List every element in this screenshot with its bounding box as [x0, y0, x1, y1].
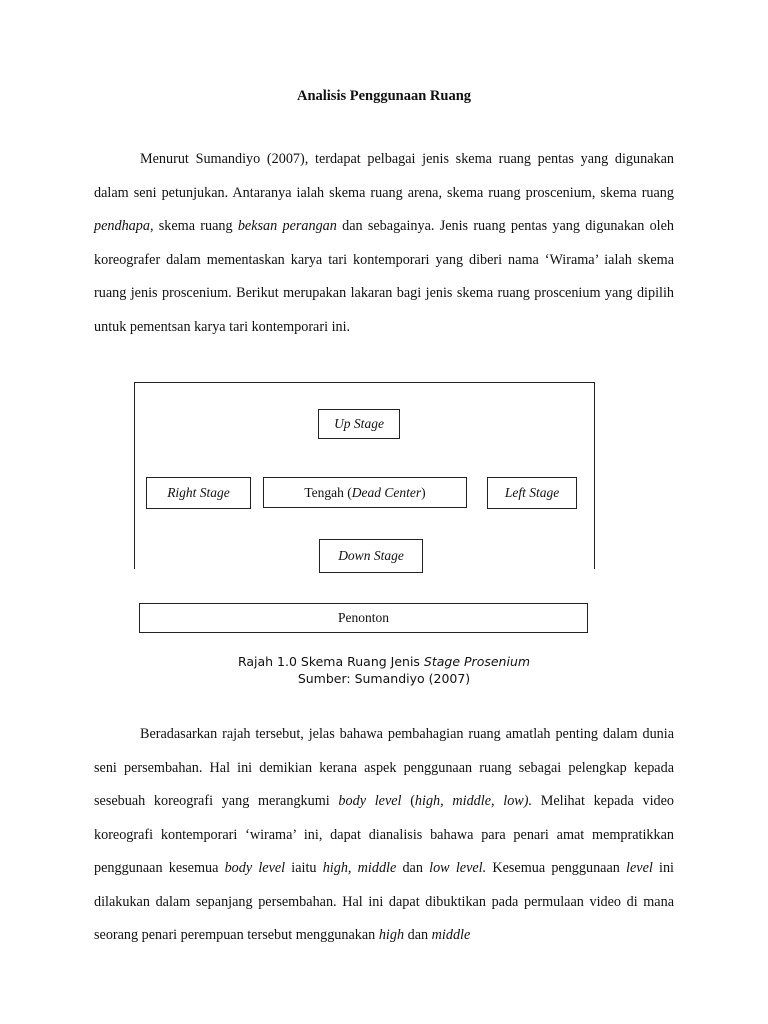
- audience-box: Penonton: [139, 603, 588, 633]
- italic-term: high, middle: [322, 860, 397, 876]
- up-stage-box: Up Stage: [318, 409, 400, 439]
- center-prefix: Tengah (: [304, 484, 352, 500]
- stage-frame: [134, 382, 595, 569]
- center-stage-box: [263, 477, 467, 508]
- text-run: Kesemua penggunaan: [486, 860, 627, 876]
- text-run: iaitu: [285, 860, 323, 876]
- paragraph-intro: [94, 143, 674, 344]
- text-run: Melihat kepada video koreografi kontemporari ‘wirama’ ini, dapat dianalisis bahawa para penari amat mempratikkan penggunaan kesemua: [94, 793, 674, 876]
- italic-term: high: [378, 927, 405, 943]
- italic-term: low level.: [429, 860, 487, 876]
- down-stage-box: Down Stage: [319, 539, 423, 573]
- text-run: dan: [404, 927, 432, 943]
- right-stage-box: Right Stage: [146, 477, 251, 509]
- center-italic: Dead Center: [351, 484, 422, 500]
- center-suffix: ): [421, 484, 426, 500]
- italic-term: level: [626, 860, 653, 876]
- document-title: Analisis Penggunaan Ruang: [296, 88, 472, 104]
- italic-term: middle: [431, 927, 471, 943]
- text-run: , skema ruang: [149, 218, 238, 234]
- text-run: dan sebagainya. Jenis ruang pentas yang digunakan oleh koreografer dalam mementaskan karya tari kontemporari yang diberi nama ‘Wirama’ ialah skema ruang jenis proscenium. Berikut merupakan lakaran bagi jenis skema ruang proscenium yang dipilih untuk pementsan karya tari kontemporari ini.: [94, 218, 674, 335]
- caption-italic: Stage Prosenium: [423, 654, 531, 669]
- text-run: Menurut Sumandiyo (2007), terdapat pelbagai jenis skema ruang pentas yang digunakan dalam seni petunjukan. Antaranya ialah skema ruang arena, skema ruang proscenium, skema ruang: [94, 151, 674, 201]
- caption-prefix: Rajah 1.0 Skema Ruang Jenis: [237, 654, 424, 669]
- italic-term: pendhapa: [94, 218, 150, 234]
- text-run: ini dilakukan dalam sepanjang persembahan. Hal ini dapat dibuktikan pada permulaan video di mana seorang penari perempuan tersebut menggunakan: [94, 860, 674, 943]
- text-run: dan: [396, 860, 430, 876]
- italic-term: high, middle, low).: [414, 793, 533, 809]
- paragraph-analysis: [94, 718, 674, 953]
- left-stage-box: Left Stage: [487, 477, 577, 509]
- italic-term: body level: [338, 793, 402, 809]
- figure-source: Sumber: Sumandiyo (2007): [297, 671, 471, 686]
- italic-term: body level: [224, 860, 286, 876]
- figure-caption: [0, 654, 768, 669]
- text-run: (: [401, 793, 415, 809]
- text-run: Beradasarkan rajah tersebut, jelas bahawa pembahagian ruang amatlah penting dalam dunia seni persembahan. Hal ini demikian kerana aspek penggunaan ruang sebagai pelengkap kepada sesebuah koreografi yang merangkumi: [94, 726, 674, 809]
- italic-term: beksan perangan: [237, 218, 337, 234]
